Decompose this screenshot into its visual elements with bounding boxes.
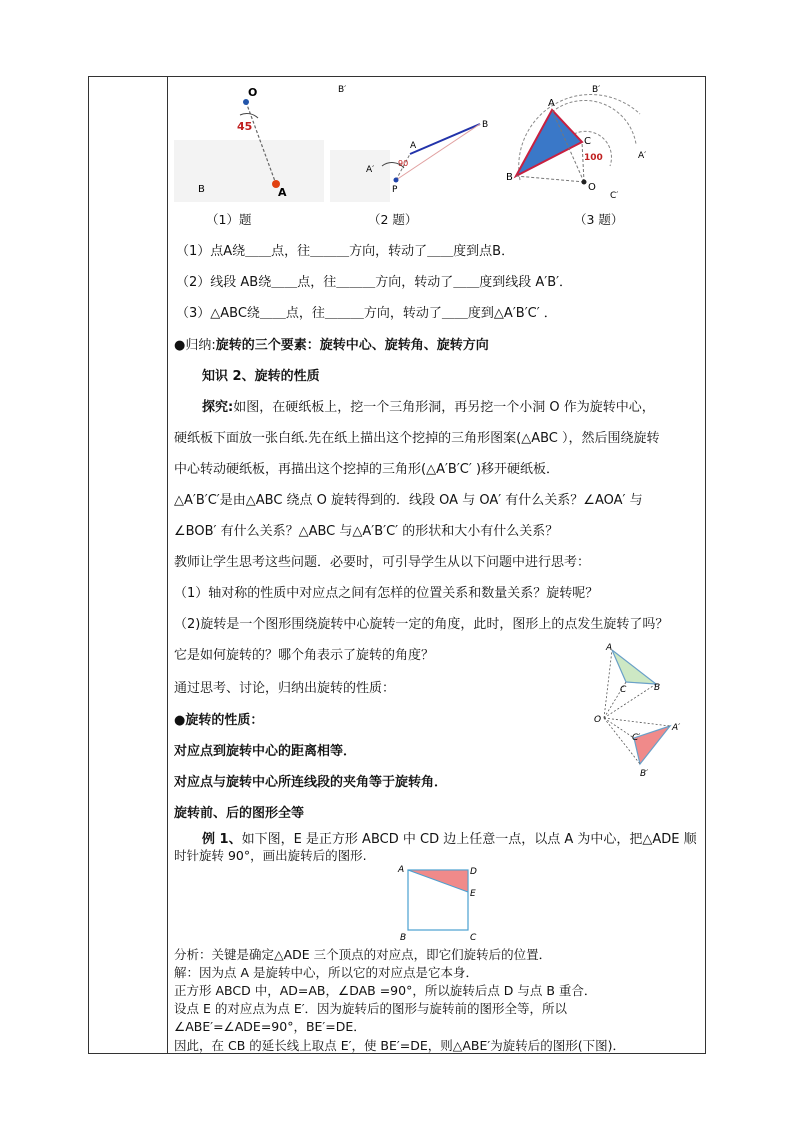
explore-lead: 探究:: [202, 400, 234, 415]
table-column-divider: [167, 77, 168, 1053]
fig1-caption: （1）题: [206, 212, 252, 227]
solution-4: ∠ABE′=∠ADE=90°，BE′=DE．: [174, 1019, 366, 1034]
fig5-label-d: D: [470, 867, 477, 877]
fig3-point-o: [582, 180, 587, 185]
fig1-angle-arc: [240, 113, 258, 118]
fig3-label-a: A: [548, 98, 555, 109]
fig1-label-b: B: [198, 184, 205, 195]
solution-5: 因此，在 CB 的延长线上取点 E′，使 BE′=DE，则△ABE′为旋转后的图形(下图)．: [174, 1038, 625, 1053]
fig1-label-o: O: [248, 86, 258, 99]
fig2-label-a: A: [410, 141, 417, 151]
example-1-text: 如下图，E 是正方形 ABCD 中 CD 边上任意一点，以点 A 为中心，把△ADE 顺: [241, 832, 697, 847]
fig4-label-b: B: [654, 683, 661, 693]
guide-question-1: （1）轴对称的性质中对应点之间有怎样的位置关系和数量关系？旋转呢？: [174, 586, 599, 601]
explore-text-1: 如图，在硬纸板上，挖一个三角形洞，再另挖一个小洞 O 作为旋转中心，: [233, 400, 655, 415]
fig2-label-b: B: [482, 120, 489, 130]
fig5-triangle-ade: [408, 870, 468, 892]
induce-line: 通过思考、讨论，归纳出旋转的性质：: [174, 681, 396, 696]
fig4-label-c: C: [620, 685, 627, 695]
fig4-line-ob: [604, 684, 656, 718]
teacher-note: 教师让学生思考这些问题．必要时，可引导学生从以下问题中进行思考：: [174, 555, 591, 570]
fig4-label-a: A: [606, 643, 613, 653]
fig3-line-ob: [516, 176, 584, 182]
example-1-lead: 例 1、: [202, 832, 242, 847]
fig3-label-c2: C′: [610, 191, 619, 201]
fig3-label-b: B: [506, 172, 513, 183]
figure-1: [174, 80, 324, 202]
fig2-caption: （2 题）: [368, 212, 418, 227]
explore-line-5: ∠BOB′ 有什么关系？△ABC 与△A′B′C′ 的形状和大小有什么关系？: [174, 524, 559, 539]
summary-body: 旋转的三个要素：旋转中心、旋转角、旋转方向: [215, 338, 489, 353]
explore-line-3: 中心转动硬纸板，再描出这个挖掉的三角形(△A′B′C′ )移开硬纸板．: [174, 462, 560, 477]
fig5-label-b: B: [400, 933, 407, 943]
example-1-line-1: [202, 828, 697, 847]
fig5-label-a: A: [398, 865, 405, 875]
fig2-segment-ab: [410, 124, 480, 154]
fig3-triangle-abc: [516, 110, 582, 176]
fig3-label-a2: A′: [638, 151, 647, 161]
knowledge-2-heading: 知识 2、旋转的性质: [202, 369, 320, 384]
fig4-label-b2: B′: [640, 769, 649, 779]
fig4-triangle-abc: [612, 650, 656, 684]
fig5-label-c: C: [470, 933, 477, 943]
fig3-label-c: C: [584, 136, 591, 147]
figure-5: [396, 862, 486, 944]
fig4-triangle-abc2: [634, 726, 670, 764]
guide-question-2a: （2)旋转是一个图形围绕旋转中心旋转一定的角度，此时，图形上的点发生旋转了吗？: [174, 617, 669, 632]
explore-line-1: [202, 396, 655, 415]
property-3: 旋转前、后的图形全等: [174, 806, 305, 821]
property-title: ●旋转的性质：: [174, 713, 264, 728]
analysis: 分析：关键是确定△ADE 三个顶点的对应点，即它们旋转后的位置．: [174, 947, 552, 962]
fig2-line-pb: [396, 124, 480, 180]
fig2-point-p: [394, 178, 399, 183]
fig2-label-a2: A′: [366, 165, 375, 175]
fig2-label-p: P: [392, 185, 398, 195]
guide-question-2b: 它是如何旋转的？哪个角表示了旋转的角度？: [174, 648, 435, 663]
example-1-line-2: 时针旋转 90°，画出旋转后的图形.: [174, 848, 367, 863]
fig5-label-e: E: [470, 889, 476, 899]
fig3-caption: （3 题）: [574, 212, 624, 227]
summary-lead: ●归纳:: [174, 338, 216, 353]
fig4-label-a2: A′: [672, 723, 681, 733]
solution-3: 设点 E 的对应点为点 E′．因为旋转后的图形与旋转前的图形全等，所以: [174, 1001, 568, 1016]
property-2: 对应点与旋转中心所连线段的夹角等于旋转角．: [174, 775, 448, 790]
fig1-label-a: A: [278, 186, 287, 199]
solution-1: 解：因为点 A 是旋转中心，所以它的对应点是它本身．: [174, 965, 478, 980]
fig3-label-o: O: [588, 182, 596, 193]
fig4-label-c2: C′: [632, 733, 641, 743]
explore-line-2: 硬纸板下面放一张白纸.先在纸上描出这个挖掉的三角形图案(△ABC ），然后围绕旋转: [174, 431, 660, 446]
solution-2: 正方形 ABCD 中，AD=AB，∠DAB =90°，所以旋转后点 D 与点 B 重合．: [174, 983, 597, 998]
fig3-angle-label: 100: [584, 153, 603, 163]
figure-2: [330, 80, 500, 202]
figure-4: [592, 638, 688, 780]
fig2-angle-label: 90: [398, 159, 409, 168]
fig1-point-o: [243, 99, 249, 105]
summary: [174, 334, 489, 353]
question-1: （1）点A绕＿＿点，往＿＿＿方向，转动了＿＿度到点B．: [176, 244, 515, 259]
fig4-label-o: O: [594, 715, 602, 725]
figure-3: [500, 80, 660, 204]
question-3: （3）△ABC绕＿＿点，往＿＿＿方向，转动了＿＿度到△A′B′C′ ．: [176, 306, 557, 321]
fig1-angle-label: 45: [237, 120, 253, 133]
fig3-label-b2: B′: [592, 85, 601, 95]
fig4-line-oa: [604, 650, 612, 718]
property-1: 对应点到旋转中心的距离相等．: [174, 744, 357, 759]
fig2-label-b2: B′: [338, 85, 347, 95]
question-2: （2）线段 AB绕＿＿点，往＿＿＿方向，转动了＿＿度到线段 A′B′．: [176, 275, 573, 290]
explore-line-4: △A′B′C′是由△ABC 绕点 O 旋转得到的．线段 OA 与 OA′ 有什么关系？∠AOA′ 与: [174, 493, 643, 508]
